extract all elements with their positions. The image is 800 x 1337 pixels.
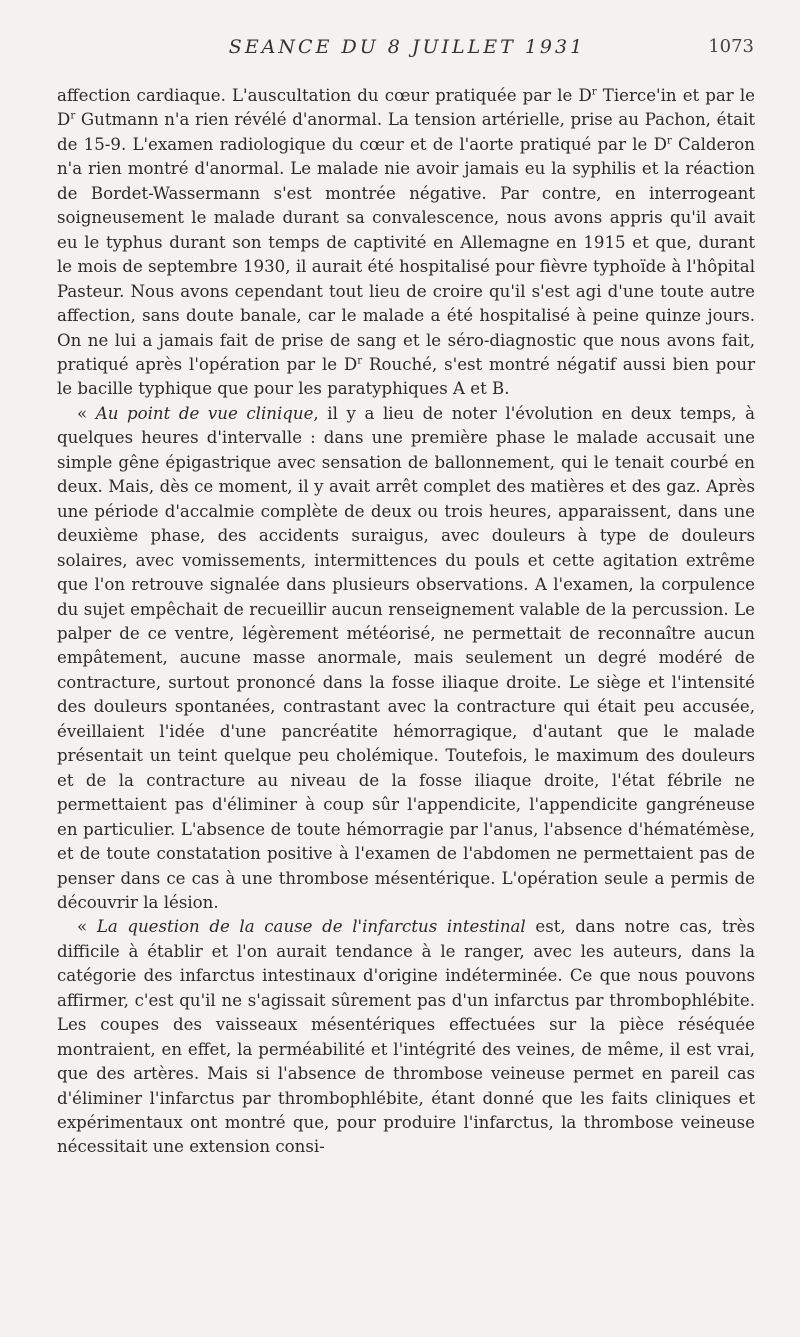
body-text	[57, 84, 755, 1160]
text-run: , il y a lieu de noter l'évolution en deux temps, à quelques heures d'intervalle : dans une première phase le malade accusait une simple gêne épigastrique avec sensation de ballonnement, qui le tenait courbé en deux. Mais, dès ce moment, il y avait arrêt complet des matières et des gaz. Après une période d'accalmie complète de deux ou trois heures, apparaissent, dans une deuxième phase, des accidents suraigus, avec douleurs à type de douleurs solaires, avec vomissements, intermittences du pouls et cette agitation extrême que l'on retrouve signalée dans plusieurs observations. A l'examen, la corpulence du sujet empêchait de recueillir aucun renseignement valable de la percussion. Le palper de ce ventre, légèrement météorisé, ne permettait de reconnaître aucun empâtement, aucune masse anormale, mais seulement un degré modéré de contracture, surtout prononcé dans la fosse iliaque droite. Le siège et l'intensité des douleurs spontanées, contrastant avec la contracture qui était peu accusée, éveillaient l'idée d'une pancréatite hémorragique, d'autant que le malade présentait un teint quelque peu cholémique. Toutefois, le maximum des douleurs et de la contracture au niveau de la fosse iliaque droite, l'état fébrile ne permettaient pas d'éliminer à coup sûr l'appendicite, l'appendicite gangréneuse en particulier. L'absence de toute hémorragie par l'anus, l'absence d'hématémèse, et de toute constatation positive à l'examen de l'abdomen ne permettaient pas de penser dans ce cas à une thrombose mésentérique. L'opération seule a permis de découvrir la lésion.	[57, 403, 755, 912]
superscript: r	[357, 354, 363, 367]
text-run: «	[77, 917, 97, 937]
superscript: r	[70, 109, 76, 122]
paragraph-3	[57, 915, 755, 1160]
text-run: affection cardiaque. L'auscultation du cœur pratiquée par le D	[57, 86, 592, 105]
page-number: 1073	[708, 36, 754, 57]
italic-heading: La question de la cause de l'infarctus intestinal	[96, 917, 526, 937]
text-run: «	[77, 403, 96, 423]
running-head: SEANCE DU 8 JUILLET 1931	[228, 36, 586, 58]
text-run: Calderon n'a rien montré d'anormal. Le malade nie avoir jamais eu la syphilis et la réaction de Bordet-Wassermann s'est montrée négative. Par contre, en interrogeant soigneusement le malade durant sa convalescence, nous avons appris qu'il avait eu le typhus durant son temps de captivité en Allemagne en 1915 et que, durant le mois de septembre 1930, il aurait été hospitalisé pour fièvre typhoïde à l'hôpital Pasteur. Nous avons cependant tout lieu de croire qu'il s'est agi d'une toute autre affection, sans doute banale, car le malade a été hospitalisé à peine quinze jours. On ne lui a jamais fait de prise de sang et le séro-diagnostic que nous avons fait, pratiqué après l'opération par le D	[57, 134, 755, 374]
paragraph-2	[57, 402, 755, 916]
page-header	[60, 36, 754, 66]
italic-heading: Au point de vue clinique	[95, 403, 314, 423]
text-run: Tierce'in et par le D	[57, 86, 755, 130]
superscript: r	[591, 85, 597, 98]
paragraph-1	[57, 84, 755, 402]
superscript: r	[666, 134, 672, 147]
text-run: Gutmann n'a rien révélé d'anormal. La tension artérielle, prise au Pachon, était de 15-9. L'examen radiologique du cœur et de l'aorte pratiqué par le D	[57, 110, 755, 154]
text-run: est, dans notre cas, très difficile à établir et l'on aurait tendance à le ranger, avec les auteurs, dans la catégorie des infarctus intestinaux d'origine indéterminée. Ce que nous pouvons affirmer, c'est qu'il ne s'agissait sûrement pas d'un infarctus par thrombophlébite. Les coupes des vaisseaux mésentériques effectuées sur la pièce réséquée montraient, en effet, la perméabilité et l'intégrité des veines, de même, il est vrai, que des artères. Mais si l'absence de thrombose veineuse permet en pareil cas d'éliminer l'infarctus par thrombophlébite, étant donné que les faits cliniques et expérimentaux ont montré que, pour produire l'infarctus, la thrombose veineuse nécessitait une extension consi-	[57, 917, 755, 1157]
text-run: Rouché, s'est montré négatif aussi bien pour le bacille typhique que pour les paratyphiques A et B.	[57, 354, 756, 399]
